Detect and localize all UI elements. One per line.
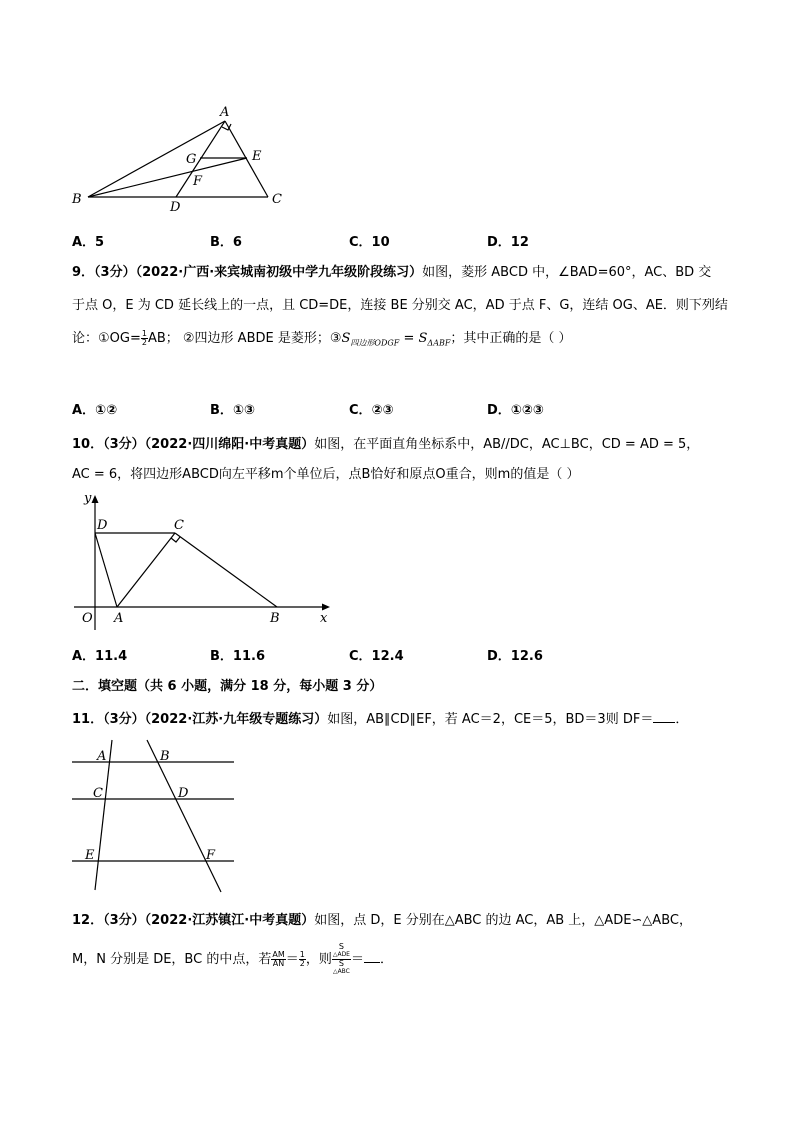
label-B: B bbox=[72, 192, 82, 207]
q9-text-3a: 论：①OG= bbox=[72, 331, 141, 346]
label-D: D bbox=[170, 200, 181, 215]
q10-option-a[interactable]: A．11.4 bbox=[72, 649, 128, 664]
q9-score: （3分） bbox=[94, 265, 136, 280]
q12-text-end: ． bbox=[380, 952, 394, 967]
q10-line2: AC = 6，将四边形ABCD向左平移m个单位后，点B恰好和原点O重合，则m的值是（ ） bbox=[72, 467, 580, 482]
label-C: C bbox=[93, 786, 103, 801]
q12-fraction-half bbox=[299, 951, 306, 968]
label-E: E bbox=[85, 848, 95, 863]
q9-number: 9． bbox=[72, 265, 95, 280]
q9-fraction-half bbox=[141, 330, 148, 347]
q8-option-c[interactable]: C．10 bbox=[349, 235, 390, 250]
label-F: F bbox=[206, 848, 216, 863]
q10-option-b[interactable]: B．11.6 bbox=[210, 649, 265, 664]
q10-option-c[interactable]: C．12.4 bbox=[349, 649, 404, 664]
q10-source: （2022·四川绵阳·中考真题） bbox=[144, 437, 315, 452]
section-title-fill-in: 二．填空题（共 6 小题，满分 18 分，每小题 3 分） bbox=[72, 679, 383, 694]
q11-answer-blank[interactable] bbox=[653, 710, 675, 723]
q11-source: （2022·江苏·九年级专题练习） bbox=[144, 712, 328, 727]
seg-CB bbox=[175, 533, 277, 607]
q12-f1-den: AN bbox=[272, 959, 285, 968]
label-A: A bbox=[220, 105, 230, 120]
q12-f3-num-s: S bbox=[338, 942, 344, 951]
seg-AC bbox=[225, 121, 268, 197]
q12-text-1: 如图，点 D，E 分别在△ABC 的边 AC，AB 上，△ADE∽△ABC， bbox=[314, 913, 692, 928]
label-D: D bbox=[97, 518, 108, 533]
label-B: B bbox=[270, 611, 280, 626]
q9-line3 bbox=[72, 327, 572, 349]
q12-f1-num: AM bbox=[272, 950, 285, 959]
label-x: x bbox=[320, 611, 328, 626]
q9-frac-num: 1 bbox=[141, 329, 147, 338]
q9-s-right-sub: ΔABF bbox=[427, 338, 451, 348]
seg-BE bbox=[88, 158, 247, 197]
y-axis-arrow bbox=[92, 495, 99, 503]
right-angle-mark-C bbox=[171, 537, 180, 542]
label-D: D bbox=[178, 786, 189, 801]
q9-eq: = bbox=[399, 331, 419, 346]
q9-area-left bbox=[342, 331, 400, 346]
q11-line1 bbox=[72, 708, 688, 727]
q9-line1 bbox=[72, 261, 711, 280]
q11-text-end: ． bbox=[675, 712, 689, 727]
seg-DA bbox=[95, 533, 117, 607]
transversal-BDF bbox=[147, 740, 221, 892]
q9-s-left-sub: 四边形ODGF bbox=[350, 338, 400, 348]
q10-text-1: 如图，在平面直角坐标系中，AB//DC，AC⊥BC，CD = AD = 5， bbox=[314, 437, 700, 452]
q12-text-2d: ＝ bbox=[350, 952, 364, 967]
q9-option-b[interactable]: B．①③ bbox=[210, 403, 255, 418]
q9-area-right bbox=[419, 331, 451, 346]
figure-q11 bbox=[60, 735, 245, 895]
label-y: y bbox=[84, 491, 92, 506]
q9-s-left: S bbox=[341, 331, 351, 346]
q11-number: 11． bbox=[72, 712, 104, 727]
q12-fraction-area-ratio bbox=[332, 943, 351, 976]
label-C: C bbox=[272, 192, 282, 207]
label-E: E bbox=[252, 149, 262, 164]
q12-answer-blank[interactable] bbox=[364, 950, 380, 963]
q12-f3-den-sub: △ABC bbox=[332, 968, 350, 975]
x-axis-arrow bbox=[322, 604, 330, 611]
q9-option-a[interactable]: A．①② bbox=[72, 403, 118, 418]
q10-line1 bbox=[72, 433, 699, 452]
q9-text-1: 如图，菱形 ABCD 中，∠BAD=60°，AC、BD 交 bbox=[422, 265, 712, 280]
q9-source: （2022·广西·来宾城南初级中学九年级阶段练习） bbox=[135, 265, 423, 280]
q8-option-b[interactable]: B．6 bbox=[210, 235, 242, 250]
q12-line2 bbox=[72, 943, 393, 976]
q12-text-2c: ，则 bbox=[305, 952, 332, 967]
q12-f3-den bbox=[332, 960, 351, 976]
q9-line2: 于点 O，E 为 CD 延长线上的一点，且 CD=DE，连接 BE 分别交 AC，AD 于点 F、G，连结 OG、AE．则下列结 bbox=[72, 298, 728, 313]
label-B: B bbox=[160, 749, 170, 764]
label-C: C bbox=[174, 518, 184, 533]
label-A: A bbox=[114, 611, 124, 626]
q12-text-2b: ＝ bbox=[285, 952, 299, 967]
q12-f2-den: 2 bbox=[299, 959, 305, 968]
q10-option-d[interactable]: D．12.6 bbox=[487, 649, 543, 664]
q9-option-c[interactable]: C．②③ bbox=[349, 403, 394, 418]
q9-text-3b: AB； ②四边形 ABDE 是菱形；③ bbox=[147, 331, 342, 346]
q8-option-d[interactable]: D．12 bbox=[487, 235, 529, 250]
q12-text-2a: M，N 分别是 DE，BC 的中点，若 bbox=[72, 952, 272, 967]
q12-line1 bbox=[72, 909, 692, 928]
q12-f3-num bbox=[332, 943, 351, 960]
q12-f2-num: 1 bbox=[299, 950, 305, 959]
q12-f3-num-sub: △ADE bbox=[332, 951, 350, 958]
label-O: O bbox=[82, 611, 93, 626]
q10-score: （3分） bbox=[103, 437, 145, 452]
figure-q8 bbox=[60, 100, 300, 215]
label-F: F bbox=[193, 174, 203, 189]
q9-option-d[interactable]: D．①②③ bbox=[487, 403, 544, 418]
seg-AC bbox=[117, 533, 175, 607]
q12-fraction-am-an bbox=[271, 951, 285, 968]
q11-text: 如图，AB∥CD∥EF，若 AC＝2，CE＝5，BD＝3则 DF＝ bbox=[327, 712, 654, 727]
q12-source: （2022·江苏镇江·中考真题） bbox=[144, 913, 315, 928]
q12-score: （3分） bbox=[103, 913, 145, 928]
q9-text-3c: ；其中正确的是（ ） bbox=[450, 331, 572, 346]
q12-f3-den-s: S bbox=[338, 959, 344, 968]
q12-number: 12． bbox=[72, 913, 104, 928]
q10-number: 10． bbox=[72, 437, 104, 452]
label-A: A bbox=[97, 749, 107, 764]
q9-frac-den: 2 bbox=[141, 338, 147, 347]
q11-score: （3分） bbox=[103, 712, 145, 727]
q9-s-right: S bbox=[418, 331, 428, 346]
figure-q10 bbox=[60, 488, 350, 638]
q8-option-a[interactable]: A．5 bbox=[72, 235, 105, 250]
label-G: G bbox=[186, 152, 197, 167]
seg-BA bbox=[88, 121, 225, 197]
